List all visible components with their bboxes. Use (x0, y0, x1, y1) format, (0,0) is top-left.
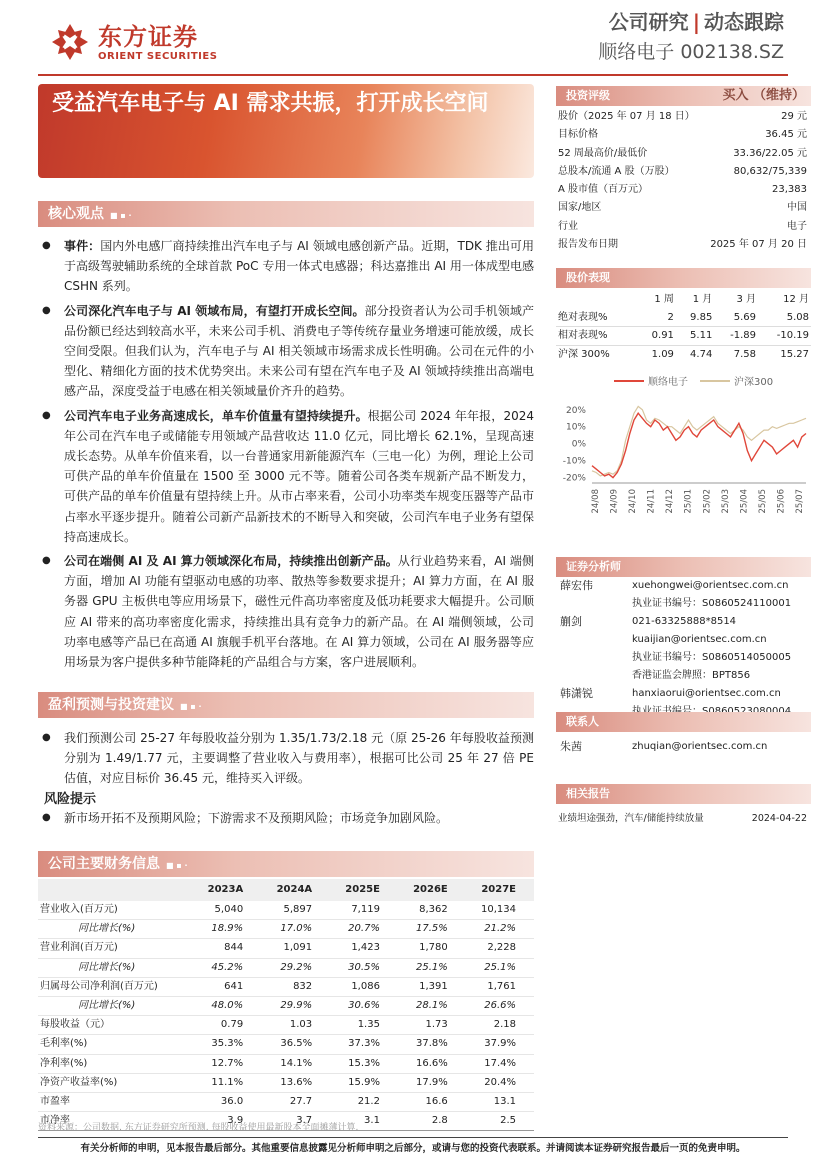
dots-icon: ■ ▪ · (180, 702, 202, 711)
logo-en: ORIENT SECURITIES (98, 50, 218, 62)
fin-cell: 净资产收益率(%) (38, 1073, 192, 1092)
fin-row (38, 1093, 534, 1112)
fin-cell: 0.79 (192, 1016, 261, 1035)
fin-cell: 15.3% (330, 1054, 398, 1073)
orient-logo-icon (50, 22, 90, 62)
fin-header (38, 879, 192, 901)
stock-performance-chart (556, 369, 811, 519)
fin-cell: 5,040 (192, 901, 261, 920)
fin-cell: 5,897 (261, 901, 330, 920)
contact-label: 联系人 (566, 715, 599, 728)
fin-cell: 844 (192, 939, 261, 958)
rating-key: 总股本/流通 A 股（万股） (558, 165, 675, 177)
perf-cell: 5.11 (676, 327, 714, 346)
report-title: 受益汽车电子与 AI 需求共振，打开成长空间 (52, 91, 489, 116)
perf-cell: -1.89 (714, 327, 758, 346)
fin-cell: 同比增长(%) (38, 920, 192, 939)
fin-cell: 16.6% (398, 1054, 466, 1073)
fin-cell: 营业利润(百万元) (38, 939, 192, 958)
fin-cell: 27.7 (261, 1093, 330, 1112)
bullet-risk: ● 新市场开拓不及预期风险；下游需求不及预期风险；市场竞争加剧风险。 (64, 808, 534, 828)
fin-cell: 2.18 (466, 1016, 534, 1035)
rating-row (556, 218, 811, 236)
fin-cell: 37.3% (330, 1035, 398, 1054)
y-tick-label: 0% (571, 439, 586, 450)
fin-row (38, 1073, 534, 1092)
section-core (38, 201, 534, 227)
fin-cell: 10,134 (466, 901, 534, 920)
contact-panel (556, 712, 811, 756)
bullet-ai: ● 公司在端侧 AI 及 AI 算力领域深化布局，持续推出创新产品。从行业趋势来看，AI 端侧方面，增加 AI 功能有望驱动电感的功率、散热等参数要求提升；AI 算力方面，在 AI 服务器 GPU 主板供电等应用场景下，磁性元件高功率密度及低功耗要求大幅提升。公司顺应 AI 带来的高功率密度化需求，持续推出具有竞争力的新产品。在 AI 端侧领域，公司功率电感等产品已在高通 AI 旗舰手机平台落地。在 AI 算力领域，公司在 AI 服务器等应用场景为客户提供多种节能降耗的产品组合与方案，客户进展顺利。 (64, 551, 534, 672)
fin-cell: 12.7% (192, 1054, 261, 1073)
rating-val: 23,383 (772, 184, 807, 196)
fin-row (38, 1054, 534, 1073)
fin-cell: 1,091 (261, 939, 330, 958)
fin-cell: 1,391 (398, 977, 466, 996)
fin-cell: 21.2% (466, 920, 534, 939)
rating-key: 目标价格 (558, 129, 598, 141)
fin-header: 2024A (261, 879, 330, 901)
fin-cell: 净利率(%) (38, 1054, 192, 1073)
x-tick-label: 25/07 (795, 489, 805, 514)
rating-key: 行业 (558, 220, 578, 232)
fin-cell: 13.6% (261, 1073, 330, 1092)
fin-cell: 2.5 (466, 1112, 534, 1131)
related-panel (556, 784, 811, 828)
fin-growth-row (38, 997, 534, 1016)
rating-val: 29 元 (781, 111, 807, 122)
bullet-auto: ● 公司汽车电子业务高速成长，单车价值量有望持续提升。根据公司 2024 年年报，2024 年公司在汽车电子或储能专用领域产品营收达 11.0 亿元，同比增长 62.1%，呈现高速成长态势。从单车价值来看，以一台普通家用新能源汽车（三电一化）为例，理论上公司可供产品的单车价值量在 1500 至 3000 元不等。随着公司各类车规新产品不断发力，可供产品的单车价值量有望持续上升。从市占率来看，公司小功率类车规变压器等产品市占率水平逐步提升。随着公司新产品新技术的不断导入和突破，公司汽车电子业务有望保持高速成长。 (64, 406, 534, 547)
report-type-b: 动态跟踪 (704, 10, 784, 34)
perf-row (556, 345, 811, 363)
rating-val: 中国 (787, 202, 807, 214)
fin-cell: 25.1% (466, 958, 534, 977)
perf-cell: 沪深 300% (556, 345, 638, 363)
rating-row (556, 181, 811, 199)
legend-label: 顺络电子 (648, 377, 688, 388)
perf-header: 1 周 (654, 294, 674, 305)
section-risk-title: 风险提示 (44, 792, 97, 807)
x-tick-label: 24/09 (609, 489, 620, 514)
y-tick-label: 20% (565, 405, 586, 416)
perf-cell: 绝对表现% (558, 311, 608, 323)
x-tick-label: 25/05 (757, 489, 768, 514)
rating-val: 33.36/22.05 元 (733, 147, 807, 159)
fin-cell: 同比增长(%) (38, 958, 192, 977)
perf-header: 1 月 (692, 294, 713, 305)
rating-panel (556, 86, 811, 254)
fin-cell: 市净率 (38, 1112, 192, 1131)
fin-cell: 17.9% (398, 1073, 466, 1092)
section-forecast-title: 盈利预测与投资建议 (48, 697, 174, 713)
x-tick-label: 24/10 (628, 489, 639, 514)
bullet-event: ● 事件：国内外电感厂商持续推出汽车电子与 AI 领域电感创新产品。近期，TDK 推出可用于高级驾驶辅助系统的全球首款 PoC 专用一体式电感器；科达嘉推出 AI 用一体成型电感 CSHN 系列。 (64, 236, 534, 297)
fin-cell: 1.35 (330, 1016, 398, 1035)
perf-header: 3 月 (736, 294, 756, 305)
related-title[interactable]: 业绩坦途强劲，汽车/储能持续放量 (558, 813, 704, 824)
rating-row (556, 236, 811, 254)
rating-val: 36.45 元 (765, 129, 807, 141)
section-financials (38, 851, 534, 877)
ticker: 002138.SZ (680, 41, 784, 63)
company-name: 顺络电子 (598, 41, 675, 63)
rating-val: 电子 (787, 220, 807, 232)
series-line-hs300 (592, 406, 806, 476)
perf-header: 12 月 (783, 294, 809, 305)
fin-cell: 3.1 (330, 1112, 398, 1131)
fin-row (38, 939, 534, 958)
x-tick-label: 24/12 (665, 489, 676, 514)
fin-cell: 30.5% (330, 958, 398, 977)
rating-val: 80,632/75,339 (733, 165, 807, 177)
bullet-layout: ● 公司深化汽车电子与 AI 领域布局，有望打开成长空间。部分投资者认为公司手机领域产品份额已经达到较高水平，未来公司手机、消费电子等传统存量业务增速可能放缓，成长空间受限。但我们认为，汽车电子与 AI 相关领域市场需求成长性明确。公司在元件的小型化、精细化方面的技术优势突出。未来公司有望在汽车电子及 AI 领域持续推出高端电感产品，深度受益于电感在相关领域量价齐升的趋势。 (64, 301, 534, 402)
perf-row (556, 309, 811, 327)
rating-rows (556, 108, 811, 254)
dots-icon: ■ ▪ · (166, 861, 188, 870)
bullet-forecast: ● 我们预测公司 25-27 年每股收益分别为 1.35/1.73/2.18 元（原 25-26 年每股收益预测分别为 1.49/1.77 元，主要调整了营业收入与费用率），根据可比公司 25 年 27 倍 PE 估值，对应目标价 36.45 元，维持买入评级。 (64, 728, 534, 789)
stock-id (598, 38, 784, 66)
rating-row (556, 145, 811, 163)
fin-cell: 16.6 (398, 1093, 466, 1112)
report-type (598, 8, 784, 36)
analyst-detail: 香港证监会牌照：BPT856 (632, 670, 751, 681)
x-tick-label: 25/02 (702, 489, 713, 514)
fin-cell: 30.6% (330, 997, 398, 1016)
perf-cell: 1.09 (638, 345, 676, 363)
section-financials-title: 公司主要财务信息 (48, 856, 160, 872)
fin-header: 2027E (466, 879, 534, 901)
fin-row (38, 1016, 534, 1035)
rating-key: 国家/地区 (558, 202, 602, 214)
perf-cell: 4.74 (676, 345, 714, 363)
fin-cell: 36.5% (261, 1035, 330, 1054)
fin-cell: 25.1% (398, 958, 466, 977)
y-tick-label: -20% (562, 473, 586, 484)
analyst-panel (556, 557, 811, 721)
fin-cell: 13.1 (466, 1093, 534, 1112)
fin-cell: 归属母公司净利润(百万元) (38, 977, 192, 996)
fin-header: 2026E (398, 879, 466, 901)
analyst-label: 证券分析师 (566, 560, 621, 573)
contact-bar (556, 712, 811, 732)
fin-cell: 7,119 (330, 901, 398, 920)
perf-row (556, 327, 811, 346)
source-note: 资料来源：公司数据, 东方证券研究所预测, 每股收益使用最新股本全面摊薄计算. (38, 1123, 359, 1133)
perf-cell: 相对表现% (556, 327, 638, 346)
fin-cell: 3.9 (192, 1112, 261, 1131)
fin-cell: 14.1% (261, 1054, 330, 1073)
perf-cell: 7.58 (714, 345, 758, 363)
fin-cell: 2.8 (398, 1112, 466, 1131)
fin-cell: 8,362 (398, 901, 466, 920)
analyst-list (556, 577, 811, 721)
fin-cell: 17.5% (398, 920, 466, 939)
risk-bullets (38, 808, 534, 828)
fin-cell: 20.7% (330, 920, 398, 939)
fin-cell: 20.4% (466, 1073, 534, 1092)
fin-cell: 1.03 (261, 1016, 330, 1035)
title-banner (38, 84, 534, 178)
fin-cell: 29.9% (261, 997, 330, 1016)
fin-cell: 37.9% (466, 1035, 534, 1054)
fin-cell: 1,086 (330, 977, 398, 996)
fin-cell: 26.6% (466, 997, 534, 1016)
analyst-detail: 执业证书编号：S0860514050005 (632, 652, 792, 663)
rating-label: 投资评级 (566, 89, 610, 102)
x-tick-label: 25/06 (776, 489, 787, 514)
performance-panel (556, 268, 811, 522)
fin-cell: 1.73 (398, 1016, 466, 1035)
fin-cell: 28.1% (398, 997, 466, 1016)
report-type-separator: | (692, 10, 700, 34)
perf-cell: 9.85 (690, 311, 713, 323)
disclaimer-footer: 有关分析师的申明，见本报告最后部分。其他重要信息披露见分析师申明之后部分，或请与您的投资代表联系。并请阅读本证券研究报告最后一页的免责申明。 (38, 1137, 788, 1154)
contact-email: zhuqian@orientsec.com.cn (632, 741, 768, 752)
perf-cell: -10.19 (758, 327, 811, 346)
analyst-bar (556, 557, 811, 577)
perf-header (556, 291, 638, 309)
perf-cell: 15.27 (758, 345, 811, 363)
fin-row (38, 977, 534, 996)
fin-cell: 17.0% (261, 920, 330, 939)
fin-cell: 3.7 (261, 1112, 330, 1131)
rating-key: 报告发布日期 (558, 239, 618, 251)
contact-name: 朱茜 (560, 740, 582, 753)
rating-value: 买入 （维持） (722, 88, 805, 103)
contact-row (556, 738, 811, 756)
header-divider (38, 74, 788, 76)
analyst-detail[interactable]: xuehongwei@orientsec.com.cn (632, 580, 789, 591)
dots-icon: ■ ▪ · (110, 211, 132, 220)
fin-cell: 36.0 (192, 1093, 261, 1112)
fin-cell: 2,228 (466, 939, 534, 958)
rating-bar (556, 86, 811, 106)
fin-row (38, 901, 534, 920)
report-type-a: 公司研究 (608, 10, 689, 34)
fin-cell: 1,780 (398, 939, 466, 958)
perf-cell: 0.91 (638, 327, 676, 346)
x-tick-label: 24/08 (591, 489, 601, 514)
fin-cell: 18.9% (192, 920, 261, 939)
logo-cn: 东方证券 (98, 22, 198, 51)
fin-cell: 1,761 (466, 977, 534, 996)
x-tick-label: 24/11 (646, 489, 657, 514)
y-tick-label: 10% (565, 422, 586, 433)
fin-cell: 21.2 (330, 1093, 398, 1112)
fin-growth-row (38, 920, 534, 939)
core-bullets (38, 236, 534, 672)
financials-header-row (38, 879, 534, 901)
financials-table (38, 879, 534, 1131)
perf-cell: 5.69 (733, 311, 756, 323)
fin-cell: 641 (192, 977, 261, 996)
forecast-bullets (38, 728, 534, 789)
analyst-name: 韩潇锐 (560, 687, 593, 700)
analyst-detail[interactable]: hanxiaorui@orientsec.com.cn (632, 688, 781, 699)
fin-cell: 市盈率 (38, 1093, 192, 1112)
perf-cell: 5.08 (786, 311, 809, 323)
analyst-detail: 021-63325888*8514 (632, 616, 737, 627)
related-report[interactable] (556, 810, 811, 828)
fin-cell: 同比增长(%) (38, 997, 192, 1016)
related-label: 相关报告 (566, 787, 610, 800)
analyst-info (632, 577, 791, 613)
fin-cell: 48.0% (192, 997, 261, 1016)
section-core-title: 核心观点 (48, 206, 104, 222)
rating-key: A 股市值（百万元） (558, 184, 649, 196)
performance-table (556, 291, 811, 363)
rating-row (556, 163, 811, 181)
section-forecast (38, 692, 534, 718)
fin-cell: 29.2% (261, 958, 330, 977)
analyst-row (556, 577, 811, 613)
fin-header: 2025E (330, 879, 398, 901)
rating-row (556, 199, 811, 217)
report-header (598, 8, 784, 66)
fin-cell: 832 (261, 977, 330, 996)
analyst-detail: 执业证书编号：S0860524110001 (632, 598, 792, 609)
fin-cell: 35.3% (192, 1035, 261, 1054)
fin-cell: 45.2% (192, 958, 261, 977)
fin-cell: 毛利率(%) (38, 1035, 192, 1054)
x-tick-label: 25/03 (720, 489, 731, 514)
rating-val: 2025 年 07 月 20 日 (710, 239, 807, 251)
x-tick-label: 25/01 (683, 489, 694, 514)
perf-cell: 2 (667, 311, 674, 323)
analyst-name: 蒯剑 (560, 615, 582, 628)
performance-bar (556, 268, 811, 288)
y-tick-label: -10% (562, 456, 586, 467)
rating-key: 股价（2025 年 07 月 18 日） (558, 111, 695, 122)
fin-cell: 37.8% (398, 1035, 466, 1054)
fin-cell: 1,423 (330, 939, 398, 958)
analyst-row (556, 613, 811, 685)
analyst-info (632, 613, 791, 685)
rating-key: 52 周最高价/最低价 (558, 147, 648, 159)
fin-cell: 17.4% (466, 1054, 534, 1073)
rating-row (556, 126, 811, 144)
fin-cell: 11.1% (192, 1073, 261, 1092)
perf-header-row (556, 291, 811, 309)
analyst-name: 薛宏伟 (560, 579, 593, 592)
fin-cell: 15.9% (330, 1073, 398, 1092)
x-tick-label: 25/04 (739, 489, 750, 514)
fin-cell: 每股收益（元） (38, 1016, 192, 1035)
performance-label: 股价表现 (566, 271, 610, 284)
related-bar (556, 784, 811, 804)
fin-row (38, 1035, 534, 1054)
fin-header: 2023A (192, 879, 261, 901)
company-logo (50, 22, 217, 62)
rating-row (556, 108, 811, 126)
analyst-detail[interactable]: kuaijian@orientsec.com.cn (632, 634, 767, 645)
fin-cell: 营业收入(百万元) (38, 901, 192, 920)
legend-label: 沪深300 (734, 377, 774, 388)
fin-growth-row (38, 958, 534, 977)
related-date: 2024-04-22 (751, 813, 807, 824)
